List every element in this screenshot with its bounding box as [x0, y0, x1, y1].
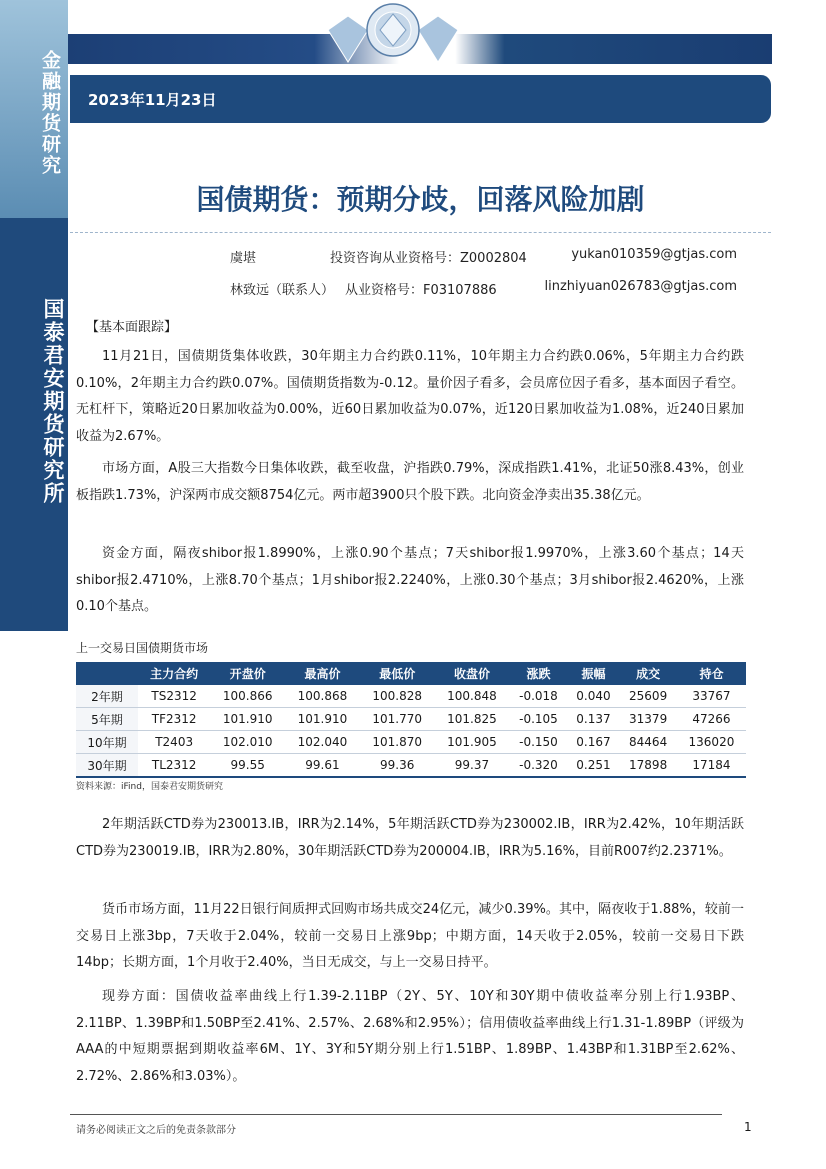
table-cell: 30年期: [76, 754, 138, 778]
author-qualification: 从业资格号：F03107886: [345, 283, 497, 298]
table-header: 最高价: [285, 662, 360, 685]
footer-divider: [70, 1114, 722, 1115]
table-row: [76, 685, 746, 708]
author-name: 虞堪: [230, 251, 257, 266]
sidebar-bottom-panel: [0, 218, 68, 631]
author-email: yukan010359@gtjas.com: [571, 247, 737, 262]
table-cell: -0.018: [509, 685, 567, 708]
sidebar-top-panel: [0, 0, 68, 218]
paragraph-ctd: 2年期活跃CTD券为230013.IB，IRR为2.14%，5年期活跃CTD券为230002.IB，IRR为2.42%，10年期活跃CTD券为230019.IB，IRR为2.80%，30年期活跃CTD券为200004.IB，IRR为5.16%，目前R007约2.2371%。: [76, 817, 744, 859]
sidebar-bottom-label: 国泰君安期货研究所: [41, 298, 66, 505]
table-header: 开盘价: [210, 662, 285, 685]
table-cell: 33767: [677, 685, 746, 708]
table-cell: 0.167: [568, 731, 620, 754]
table-cell: 17898: [619, 754, 677, 778]
table-cell: -0.320: [509, 754, 567, 778]
table-title: 上一交易日国债期货市场: [76, 641, 209, 655]
table-cell: T2403: [138, 731, 210, 754]
table-row: [76, 731, 746, 754]
table-cell: 10年期: [76, 731, 138, 754]
table-header: 振幅: [568, 662, 620, 685]
table-cell: 0.040: [568, 685, 620, 708]
futures-market-table: [76, 662, 746, 778]
title-divider: [70, 232, 771, 233]
table-source: 资料来源：iFind，国泰君安期货研究: [76, 782, 223, 792]
table-cell: -0.150: [509, 731, 567, 754]
paragraph-market: 市场方面，A股三大指数今日集体收跌，截至收盘，沪指跌0.79%，深成指跌1.41%，北证50涨8.43%，创业板指跌1.73%，沪深两市成交额8754亿元。两市超3900只个股下跌。北向资金净卖出35.38亿元。: [76, 461, 744, 503]
footer-disclaimer: 请务必阅读正文之后的免责条款部分: [76, 1125, 236, 1136]
table-cell: 101.910: [285, 708, 360, 731]
paragraph-spot-bonds: 现券方面：国债收益率曲线上行1.39-2.11BP（2Y、5Y、10Y和30Y期中债收益率分别上行1.93BP、2.11BP、1.39BP和1.50BP至2.41%、2.57%、2.68%和2.95%）；信用债收益率曲线上行1.31-1.89BP（评级为AAA的中短期票据到期收益率6M、1Y、3Y和5Y期分别上行1.51BP、1.89BP、1.43BP和1.31BP至2.62%、2.72%、2.86%和3.03%）。: [76, 989, 744, 1084]
table-cell: 99.55: [210, 754, 285, 778]
paragraph-money-market: 货币市场方面，11月22日银行间质押式回购市场共成交24亿元，减少0.39%。其中，隔夜收于1.88%，较前一交易日上涨3bp，7天收于2.04%，较前一交易日上涨9bp；中期方面，14天收于2.05%，较前一交易日下跌14bp；长期方面，1个月收于2.40%，当日无成交，与上一交易日持平。: [76, 902, 744, 970]
table-cell: TF2312: [138, 708, 210, 731]
table-cell: 99.37: [435, 754, 510, 778]
table-row: [76, 708, 746, 731]
table-cell: 47266: [677, 708, 746, 731]
table-header: 持仓: [677, 662, 746, 685]
paragraph-funding: 资金方面，隔夜shibor报1.8990%，上涨0.90个基点；7天shibor报1.9970%，上涨3.60个基点；14天shibor报2.4710%，上涨8.70个基点；1月shibor报2.2240%，上涨0.30个基点；3月shibor报2.4620%，上涨0.10个基点。: [76, 546, 744, 614]
table-header-row: [76, 662, 746, 685]
table-cell: 0.137: [568, 708, 620, 731]
table-cell: 101.870: [360, 731, 435, 754]
table-cell: 101.910: [210, 708, 285, 731]
page-number: 1: [744, 1120, 752, 1134]
table-header: 涨跌: [509, 662, 567, 685]
table-cell: 84464: [619, 731, 677, 754]
section-label: 【基本面跟踪】: [86, 320, 178, 335]
diamond-logo-icon: [318, 0, 468, 70]
table-cell: 0.251: [568, 754, 620, 778]
table-header: 最低价: [360, 662, 435, 685]
table-header: [76, 662, 138, 685]
table-cell: 99.61: [285, 754, 360, 778]
table-header: 主力合约: [138, 662, 210, 685]
table-cell: 100.828: [360, 685, 435, 708]
date-bar: [70, 75, 771, 123]
table-cell: 2年期: [76, 685, 138, 708]
sidebar-top-label: 金融期货研究: [39, 50, 61, 176]
table-cell: 31379: [619, 708, 677, 731]
table-cell: 136020: [677, 731, 746, 754]
table-cell: 100.866: [210, 685, 285, 708]
table-cell: 100.848: [435, 685, 510, 708]
table-cell: 5年期: [76, 708, 138, 731]
table-cell: 101.770: [360, 708, 435, 731]
table-cell: 101.905: [435, 731, 510, 754]
table-header: 成交: [619, 662, 677, 685]
table-cell: 99.36: [360, 754, 435, 778]
paragraph-fundamentals: 11月21日，国债期货集体收跌，30年期主力合约跌0.11%，10年期主力合约跌0.06%，5年期主力合约跌0.10%，2年期主力合约跌0.07%。国债期货指数为-0.12。量价因子看多，会员席位因子看多，基本面因子看空。无杠杆下，策略近20日累加收益为0.00%，近60日累加收益为0.07%，近120日累加收益为1.08%，近240日累加收益为2.67%。: [76, 349, 744, 444]
table-cell: TL2312: [138, 754, 210, 778]
table-cell: 102.040: [285, 731, 360, 754]
author-qualification: 投资咨询从业资格号：Z0002804: [330, 251, 527, 266]
table-cell: 102.010: [210, 731, 285, 754]
table-cell: 100.868: [285, 685, 360, 708]
author-email: linzhiyuan026783@gtjas.com: [544, 279, 737, 294]
table-header: 收盘价: [435, 662, 510, 685]
table-cell: -0.105: [509, 708, 567, 731]
author-name: 林致远（联系人）: [230, 283, 335, 298]
table-cell: TS2312: [138, 685, 210, 708]
table-cell: 17184: [677, 754, 746, 778]
table-cell: 25609: [619, 685, 677, 708]
report-date: 2023年11月23日: [88, 91, 217, 109]
table-row: [76, 754, 746, 778]
table-cell: 101.825: [435, 708, 510, 731]
report-title: 国债期货：预期分歧，回落风险加剧: [196, 183, 645, 216]
